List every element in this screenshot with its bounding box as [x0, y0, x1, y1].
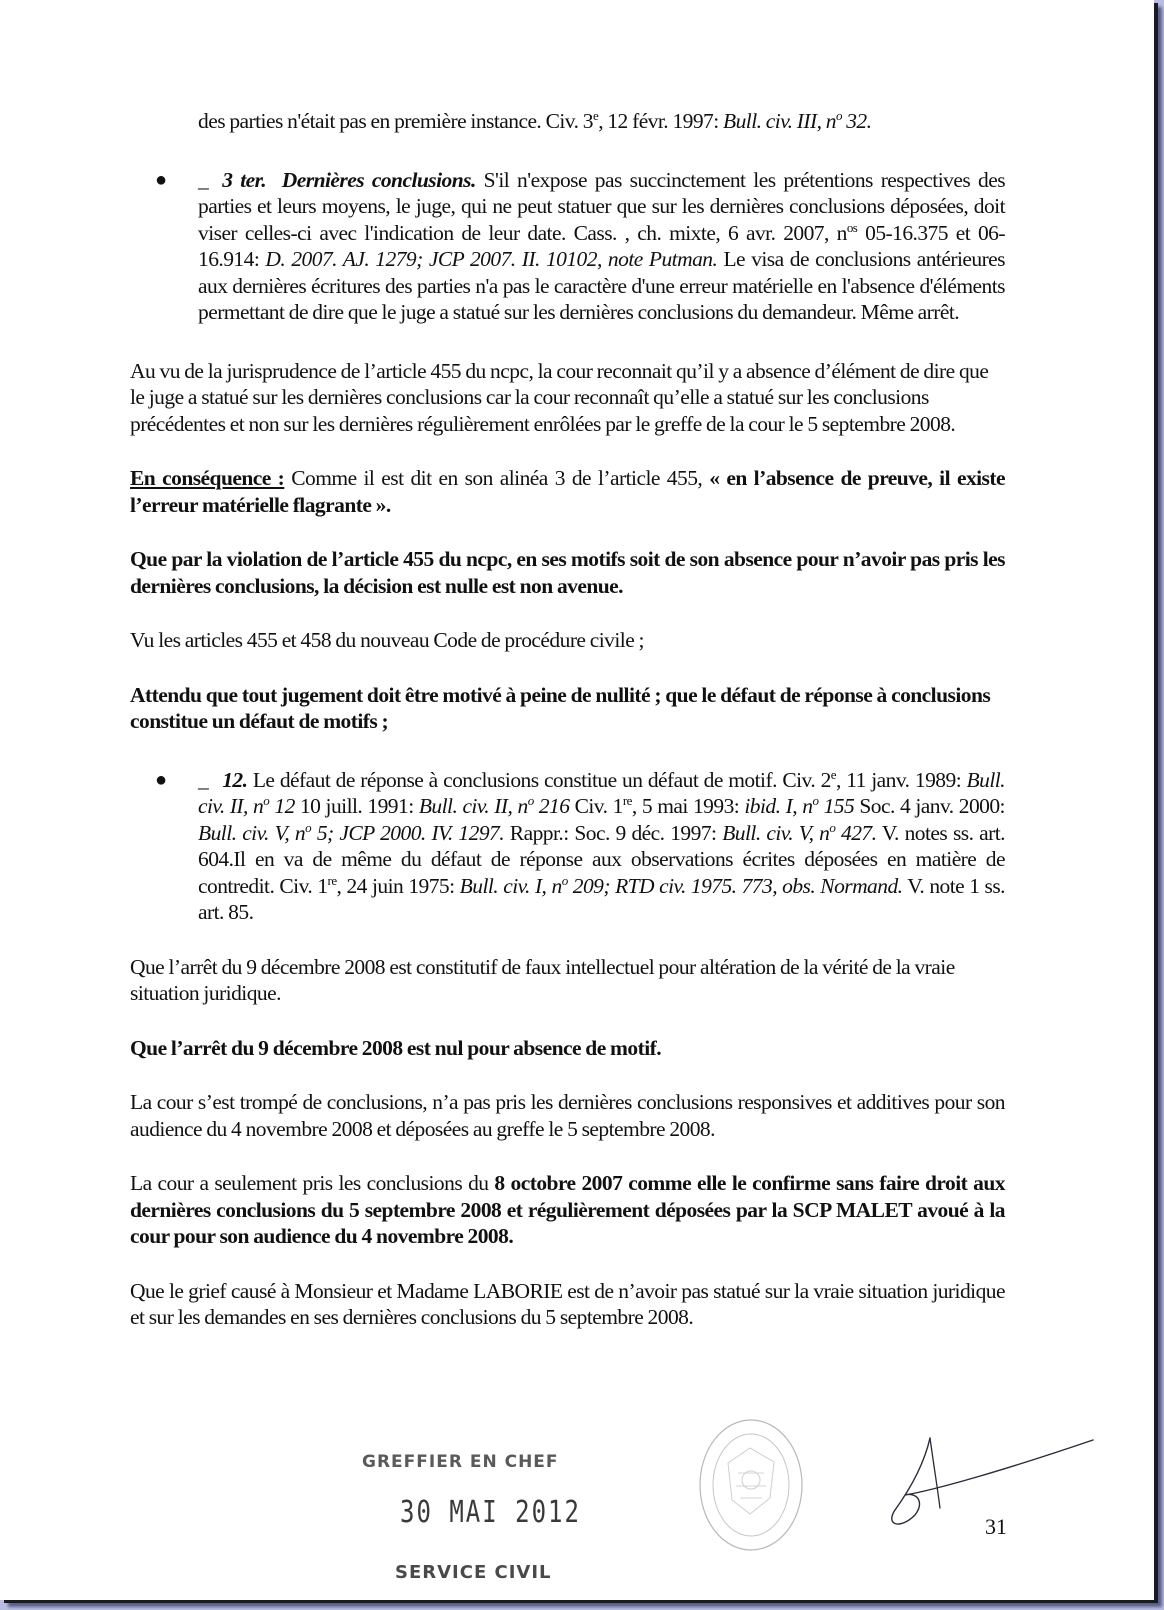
stamp-greffier: GREFFIER EN CHEF	[362, 1452, 559, 1472]
item-number: 12.	[222, 767, 248, 792]
paragraph-trompe: La cour s’est trompé de conclusions, n’a pas pris les dernières conclusions responsives et additives pour son audience du 4 novembre 2008 et déposées au greffe le 5 septembre 2008.	[130, 1090, 1005, 1141]
paragraph-seulement: La cour a seulement pris les conclusions du 8 octobre 2007 comme elle le confirme sans faire droit aux dernières conclusions du 5 septembre 2008 et régulièrement déposées par la SCP MALET avoué à la cour pour son audience du 4 novembre 2008.	[130, 1171, 1005, 1248]
bullet-icon: ●	[155, 168, 167, 191]
item-heading: Dernières conclusions.	[281, 167, 476, 192]
paragraph-jurisprudence: Au vu de la jurisprudence de l’article 455 du ncpc, la cour reconnait qu’il y a absence d’élément de dire que le juge a statué sur les dernières conclusions car la cour reconnaît qu’elle a statué sur les conclusions précédentes et non sur les dernières régulièrement enrôlées par le greffe de la cour le 5 septembre 2008.	[130, 358, 989, 436]
paragraph-vu-articles: Vu les articles 455 et 458 du nouveau Code de procédure civile ;	[130, 628, 644, 652]
seal-stamp-icon	[698, 1418, 804, 1552]
list-item-12: ● _ 12. Le défaut de réponse à conclusions constitue un défaut de motif. Civ. 2e, 11 janv. 1989: Bull. civ. II, $n^o$ 12 10 juill. 1991: Bull. civ. II, $n^o$ 216 Civ. 1re, 5 mai 1993: ibid. I, $n^o$ 155 Soc. 4 janv. 2000: Bull. civ. V, $n^o$ 5; JCP 2000. IV. 1297. Rappr.: Soc. 9 déc. 1997: Bull. civ. V, $n^o$ 427. V. notes ss. art. 604.Il en va de même du défaut de réponse aux observations écrites déposées en matière de contredit. Civ. 1re, 24 juin 1975: Bull. civ. I, $n^o$ 209; RTD civ. 1975. 773, obs. Normand. V. note 1 ss. art. 85.	[155, 766, 1006, 924]
bullet-icon: ●	[155, 768, 167, 791]
consequence-label: En conséquence :	[130, 466, 285, 490]
stamp-date: 30 MAI 2012	[400, 1494, 581, 1530]
paragraph-nul: Que l’arrêt du 9 décembre 2008 est nul pour absence de motif.	[130, 1035, 662, 1060]
paragraph-faux-intellectuel: Que l’arrêt du 9 décembre 2008 est constitutif de faux intellectuel pour altération de la vérité de la vraie situation juridique.	[130, 954, 955, 1005]
stamp-service: SERVICE CIVIL	[395, 1562, 552, 1583]
paragraph-violation: Que par la violation de l’article 455 du ncpc, en ses motifs soit de son absence pour n’avoir pas pris les dernières conclusions, la décision est nulle est non avenue.	[130, 547, 1005, 598]
signature-icon	[855, 1430, 1095, 1540]
paragraph-consequence: En conséquence : Comme il est dit en son alinéa 3 de l’article 455, « en l’absence de preuve, il existe l’erreur matérielle flagrante ».	[130, 466, 1005, 517]
paragraph-continuation: des parties n'était pas en première instance. Civ. 3e, 12 févr. 1997: Bull. civ. III, $n^o$ 32.	[198, 107, 872, 133]
item-number: 3 ter.	[222, 167, 267, 192]
document-body	[130, 108, 1005, 1331]
paragraph-attendu: Attendu que tout jugement doit être motivé à peine de nullité ; que le défaut de réponse à conclusions constitue un défaut de motifs ;	[130, 682, 991, 733]
paragraph-grief: Que le grief causé à Monsieur et Madame LABORIE est de n’avoir pas statué sur la vraie situation juridique et sur les demandes en ses dernières conclusions du 5 septembre 2008.	[130, 1278, 1005, 1329]
list-item-3ter: ● _ 3 ter. Dernières conclusions. S'il n'expose pas succinctement les prétentions respectives des parties et leurs moyens, le juge, qui ne peut statuer que sur les dernières conclusions déposées, doit viser celles-ci avec l'indication de leur date. Cass. , ch. mixte, 6 avr. 2007, $n^{os}$ 05-16.375 et 06-16.914: D. 2007. AJ. 1279; JCP 2007. II. 10102, note Putman. Le visa de conclusions antérieures aux dernières écritures des parties n'a pas le caractère d'une erreur matérielle en l'absence d'éléments permettant de dire que le juge a statué sur les dernières conclusions du demandeur. Même arrêt.	[155, 167, 1006, 324]
page-number: 31	[985, 1514, 1007, 1539]
